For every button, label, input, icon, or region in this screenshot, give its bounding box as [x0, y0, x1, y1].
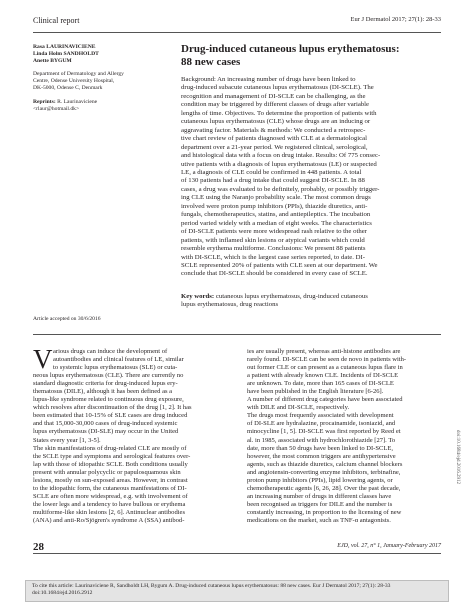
- footer-divider: [33, 553, 441, 554]
- abstract: [181, 76, 441, 279]
- text-line: of 130 patients had a drug intake that could suggest DI-SCLE. In 88: [181, 177, 365, 185]
- text-line: and that 15,000-30,000 cases of drug-induced systemic: [33, 420, 178, 428]
- text-line: period varied widely with a median of eight weeks. The characteristics: [181, 219, 372, 227]
- text-line: ies are usually present, whereas anti-histone antibodies are: [247, 348, 401, 355]
- text-line: with DILE and DI-SCLE, respectively.: [247, 404, 350, 412]
- text-line: the lower legs and a tendency to have bullous or erythema: [33, 500, 186, 508]
- text-line: ing CLE using the Naranjo probability scale. The most common drugs: [181, 194, 371, 202]
- section-divider: [33, 334, 441, 335]
- reprints-label: Reprints:: [33, 98, 56, 105]
- title-line: Drug-induced cutaneous lupus erythematosus:: [181, 43, 400, 55]
- text-line: aggravating factor. Materials & methods: We conducted a retrospec-: [181, 126, 366, 134]
- text-line: to systemic lupus erythematosus (SLE) or cuta-: [53, 364, 178, 372]
- title-line: 88 new cases: [181, 55, 241, 68]
- header-divider: [33, 32, 441, 33]
- reprints-name: R. Laurinaviciene: [55, 98, 98, 105]
- text-line: a patient with already known CLE. Incidents of DI-SCLE: [247, 372, 399, 380]
- article-title: [181, 43, 441, 68]
- author-list: [33, 44, 153, 64]
- text-line: rarely found. DI-SCLE can be seen de novo in patients with-: [247, 356, 407, 364]
- body-column-right: [247, 348, 439, 525]
- text-line: conclude that DI-SCLE should be considered in every case of SCLE.: [181, 270, 368, 278]
- affiliation-line: Centre, Odense University Hospital,: [33, 78, 115, 85]
- text-line: department over a 21-year period. We registered clinical, serological,: [181, 143, 368, 151]
- text-line: involved were proton pump inhibitors (PPIs), thiazide diuretics, anti-: [181, 202, 368, 210]
- text-line: cutaneous lupus erythematosus (CLE) whose drugs are an inducing or: [181, 118, 371, 126]
- citation-doi[interactable]: doi:10.1684/ejd.2016.2912: [32, 590, 93, 596]
- text-line: the SCLE type and symptoms and serological features over-: [33, 452, 191, 460]
- text-line: (ANA) and anti-Ro/Sjögren's syndrome A (SSA) antibod-: [33, 516, 185, 524]
- text-line: The drugs most frequently associated with development: [247, 412, 394, 420]
- body-column-left: [33, 344, 225, 525]
- text-line: however, the most common triggers are antihypertensive: [247, 452, 396, 460]
- reprints-email[interactable]: <rlaur@hotmail.dk>: [33, 105, 80, 112]
- text-line: been estimated that 10-15% of SLE cases are drug induced: [33, 412, 188, 420]
- text-line: A number of different drug categories have been associated: [247, 396, 403, 404]
- text-line: with DI-SCLE, which is the largest case series reported, to date. DI-: [181, 253, 365, 261]
- citation-box: [25, 580, 449, 602]
- text-line: fungals, chemotherapeutics, statins, and antiepileptics. The incubation: [181, 211, 371, 219]
- text-line: agents, such as thiazide diuretics, calcium channel blockers: [247, 460, 403, 468]
- keywords-text: lupus erythematosus, drug reactions: [181, 301, 279, 309]
- text-line: tive chart review of patients diagnosed with CLE at a dermatological: [181, 135, 367, 143]
- text-line: lesions, mostly on sun-exposed areas. However, in contrast: [33, 476, 188, 484]
- text-line: proton pump inhibitors (PPIs), lipid lowering agents, or: [247, 476, 393, 484]
- text-line: recognition and management of DI-SCLE can be challenging, as the: [181, 92, 366, 100]
- text-line: chemotherapeutic agents [6, 26, 28]. Over the past decade,: [247, 484, 401, 492]
- text-line: LE, a diagnosis of CLE could be confirmed in 448 patients. A total: [181, 168, 362, 176]
- text-line: States every year [1, 3-5].: [33, 436, 101, 444]
- text-line: multiforme-like skin lesions [2, 6]. Antinuclear antibodies: [33, 508, 186, 516]
- affiliation: [33, 71, 153, 91]
- text-line: drug-induced subacute cutaneous lupus erythematosus (DI-SCLE). The: [181, 84, 374, 92]
- text-line: lupus erythematosus (DI-SLE) may occur in the United: [33, 428, 179, 436]
- affiliation-line: DK-5000, Odense C, Denmark: [33, 84, 103, 91]
- text-line: resemble erythema multiforme. Conclusions: We present 88 patients: [181, 245, 366, 253]
- text-line: an increasing number of drugs in different classes have: [247, 492, 392, 500]
- keywords-text: cutaneous lupus erythematosus, drug-induced cutaneous: [214, 293, 368, 300]
- text-line: constantly increasing, in proportion to the licensing of new: [247, 508, 402, 516]
- text-line: condition may be triggered by different classes of drugs after variable: [181, 101, 370, 109]
- text-line: are unknown. To date, more than 165 cases of DI-SCLE: [247, 380, 394, 388]
- text-line: lengths of time. Objectives. To determine the proportion of patients with: [181, 109, 377, 117]
- text-line: autoantibodies and clinical features of LE, similar: [53, 356, 184, 364]
- text-line: of DI-SLE are hydralazine, procainamide, isoniazid, and: [247, 420, 396, 428]
- text-line: SCLE are often more widespread, e.g. with involvement of: [33, 492, 188, 500]
- text-line: cases, a drug was evaluated to be definitely, probably, or possibly trigger-: [181, 185, 380, 193]
- text-line: lupus-like syndrome related to continuous drug exposure,: [33, 396, 184, 404]
- text-line: Background: An increasing number of drugs have been linked to: [181, 76, 356, 83]
- affiliation-line: Department of Dermatology and Allergy: [33, 71, 124, 78]
- keywords: [181, 293, 441, 310]
- page-number: 28: [33, 541, 44, 553]
- text-line: of DI-SCLE patients were more widespread rash relative to the other: [181, 228, 367, 236]
- journal-issue: EJD, vol. 27, n° 1, January-February 2017: [337, 543, 441, 549]
- text-line: medications on the market, such as TNF-α antagonists.: [247, 516, 391, 524]
- text-line: have been published in the English literature [6-26].: [247, 388, 384, 396]
- text-line: patients, with inflamed skin lesions or atypical variants which could: [181, 236, 365, 244]
- author-name: Linda Holm SANDHOLDT: [33, 50, 99, 57]
- text-line: to the idiopathic form, the cutaneous manifestations of DI-: [33, 484, 187, 492]
- text-line: utive patients with a diagnosis of lupus erythematosus (LE) or suspected: [181, 160, 377, 168]
- text-line: present with annular polycyclic or papulosquamous skin: [33, 468, 181, 476]
- text-line: minocycline [1, 5]. DI-SCLE was first reported by Reed et: [247, 428, 401, 436]
- text-line: date, more than 50 drugs have been linked to DI-SCLE,: [247, 444, 393, 452]
- text-line: thematosus (DILE), although it has been defined as a: [33, 388, 173, 396]
- text-line: been recognised as triggers for DILE and the number is: [247, 500, 393, 508]
- text-line: SCLE represented 20% of patients with CLE seen at our department. We: [181, 261, 378, 269]
- author-name: Anette BYGUM: [33, 57, 72, 64]
- author-name: Rasa LAURINAVICIENE: [33, 44, 96, 50]
- text-line: standard diagnostic criteria for drug-induced lupus ery-: [33, 380, 178, 388]
- text-line: out former CLE or can present as a cutaneous lupus flare in: [247, 364, 403, 372]
- section-label: Clinical report: [33, 16, 80, 25]
- author-sidebar: [33, 44, 153, 112]
- text-line: arious drugs can induce the development of: [53, 348, 168, 355]
- text-line: which resolves after discontinuation of the drug [1, 2]. It has: [33, 404, 192, 412]
- text-line: al. in 1985, associated with hydrochlorothiazide [27]. To: [247, 436, 396, 444]
- reprints-info: [33, 99, 153, 113]
- citation-text: To cite this article: Laurinaviciene R, Sandholdt LH, Bygum A. Drug-induced cutaneous lupus erythematosus: 88 new cases. Eur J Dermatol 2017; 27(1): 28-33: [32, 583, 391, 589]
- accepted-date: Article accepted on 30/6/2016: [33, 316, 101, 322]
- doi-stamp: doi:10.1684/ejd.2016.2912: [455, 430, 460, 485]
- text-line: and angiotensin-converting enzyme inhibitors, terbinafine,: [247, 468, 401, 476]
- keywords-label: Key words:: [181, 293, 215, 300]
- journal-reference: Eur J Dermatol 2017; 27(1): 28-33: [350, 16, 441, 23]
- drop-cap: V: [33, 344, 53, 374]
- text-line: lap with those of idiopathic SCLE. Both conditions usually: [33, 460, 188, 468]
- text-line: and histological data with a focus on drug intake. Results: Of 775 consec-: [181, 152, 381, 160]
- text-line: The skin manifestations of drug-related CLE are mostly of: [33, 444, 187, 452]
- text-line: neous lupus erythematosus (CLE). There are currently no: [33, 372, 184, 380]
